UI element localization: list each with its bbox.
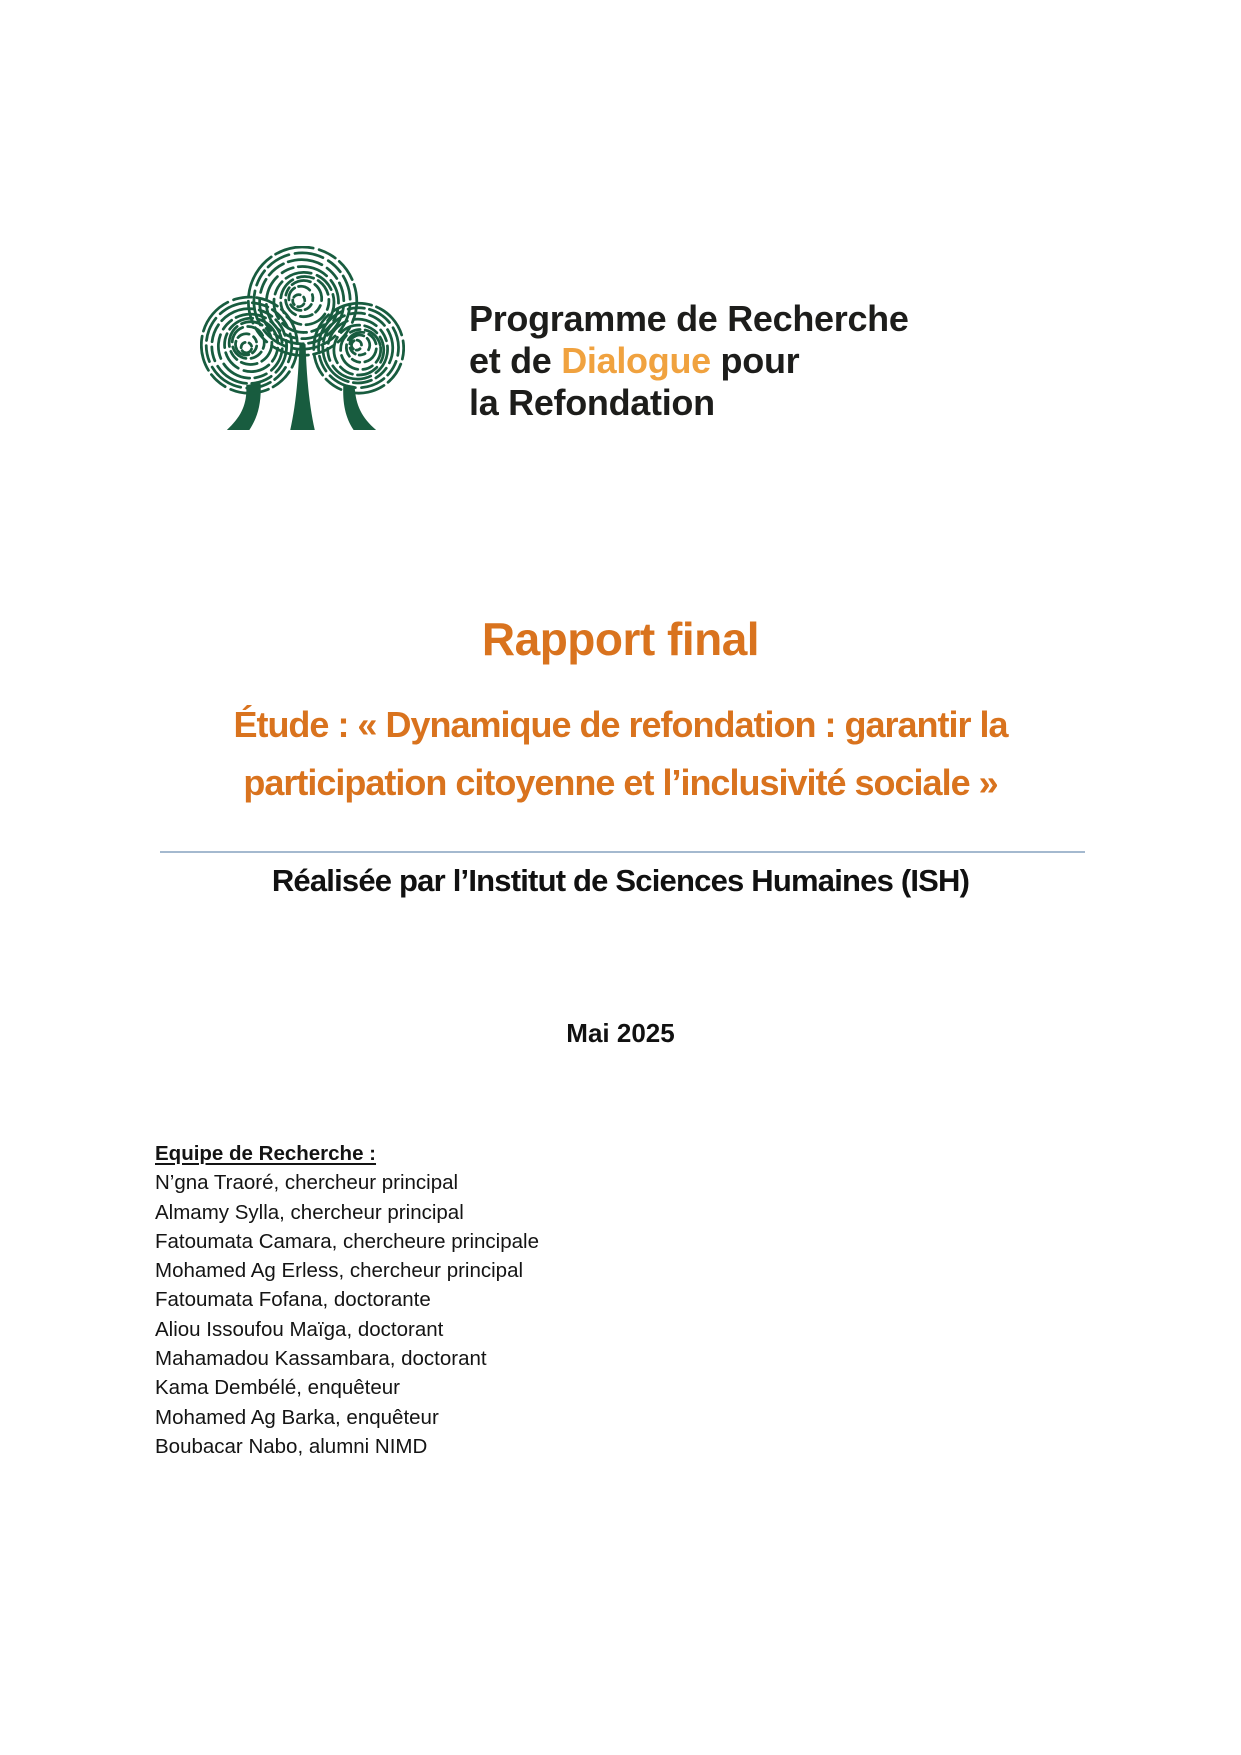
research-team-section	[155, 1139, 539, 1461]
horizontal-divider	[160, 851, 1085, 853]
team-member: Almamy Sylla, chercheur principal	[155, 1200, 464, 1224]
report-title: Rapport final	[481, 613, 760, 665]
team-member: Boubacar Nabo, alumni NIMD	[155, 1434, 428, 1458]
logo-accent-word: Dialogue	[561, 340, 711, 381]
program-logo	[200, 246, 909, 432]
report-date: Mai 2025	[566, 1018, 675, 1048]
team-heading: Equipe de Recherche :	[155, 1142, 377, 1165]
byline: Réalisée par l’Institut de Sciences Humaines (ISH)	[271, 863, 970, 898]
team-member: Mahamadou Kassambara, doctorant	[155, 1347, 487, 1371]
study-title-line-2: participation citoyenne et l’inclusivité sociale »	[243, 762, 998, 803]
team-member: Aliou Issoufou Maïga, doctorant	[155, 1317, 444, 1341]
logo-line-3: la Refondation	[469, 382, 715, 423]
study-title-line-1: Étude : « Dynamique de refondation : garantir la	[233, 704, 1008, 745]
logo-line-2: et de Dialogue pour	[469, 340, 800, 381]
team-member: Mohamed Ag Barka, enquêteur	[155, 1405, 439, 1429]
team-member: Fatoumata Fofana, doctorante	[155, 1288, 431, 1312]
fingerprint-trees-icon	[200, 246, 405, 432]
team-list	[155, 1168, 539, 1461]
team-member: Fatoumata Camara, chercheure principale	[155, 1229, 539, 1253]
program-logo-text	[469, 298, 909, 424]
team-member: Kama Dembélé, enquêteur	[155, 1376, 401, 1400]
team-member: N’gna Traoré, chercheur principal	[155, 1171, 459, 1195]
logo-line-1: Programme de Recherche	[469, 298, 909, 339]
team-member: Mohamed Ag Erless, chercheur principal	[155, 1259, 524, 1283]
study-title	[0, 696, 1241, 812]
